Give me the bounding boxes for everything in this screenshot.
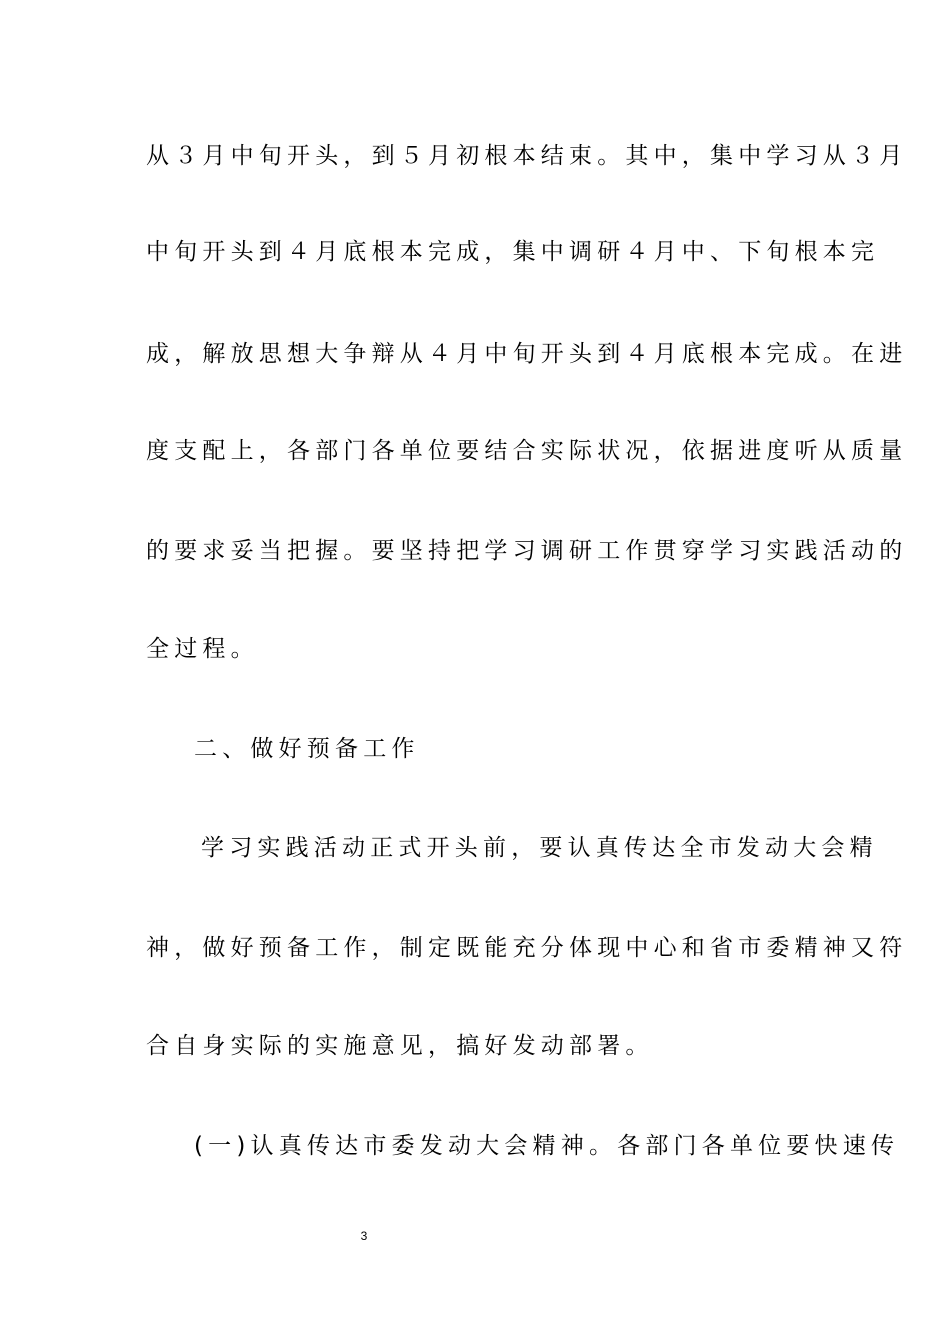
- section-heading: 二、做好预备工作: [194, 736, 420, 762]
- page-number: 3: [360, 1229, 368, 1243]
- paragraph2-line-2: 神，做好预备工作，制定既能充分体现中心和省市委精神又符: [146, 935, 908, 961]
- paragraph2-line-1: 学习实践活动正式开头前，要认真传达全市发动大会精: [201, 835, 878, 861]
- paragraph2-line-3: 合自身实际的实施意见，搞好发动部署。: [146, 1033, 654, 1059]
- subsection-line: (一)认真传达市委发动大会精神。各部门各单位要快速传: [194, 1133, 900, 1159]
- paragraph-line-1: 从３月中旬开头，到５月初根本结束。其中，集中学习从３月: [146, 143, 908, 169]
- paragraph-line-4: 度支配上，各部门各单位要结合实际状况，依据进度听从质量: [146, 438, 908, 464]
- paragraph-line-3: 成，解放思想大争辩从４月中旬开头到４月底根本完成。在进: [146, 341, 908, 367]
- paragraph-line-6: 全过程。: [146, 636, 259, 662]
- paragraph-line-5: 的要求妥当把握。要坚持把学习调研工作贯穿学习实践活动的: [146, 538, 908, 564]
- paragraph-line-2: 中旬开头到４月底根本完成，集中调研４月中、下旬根本完: [146, 239, 880, 265]
